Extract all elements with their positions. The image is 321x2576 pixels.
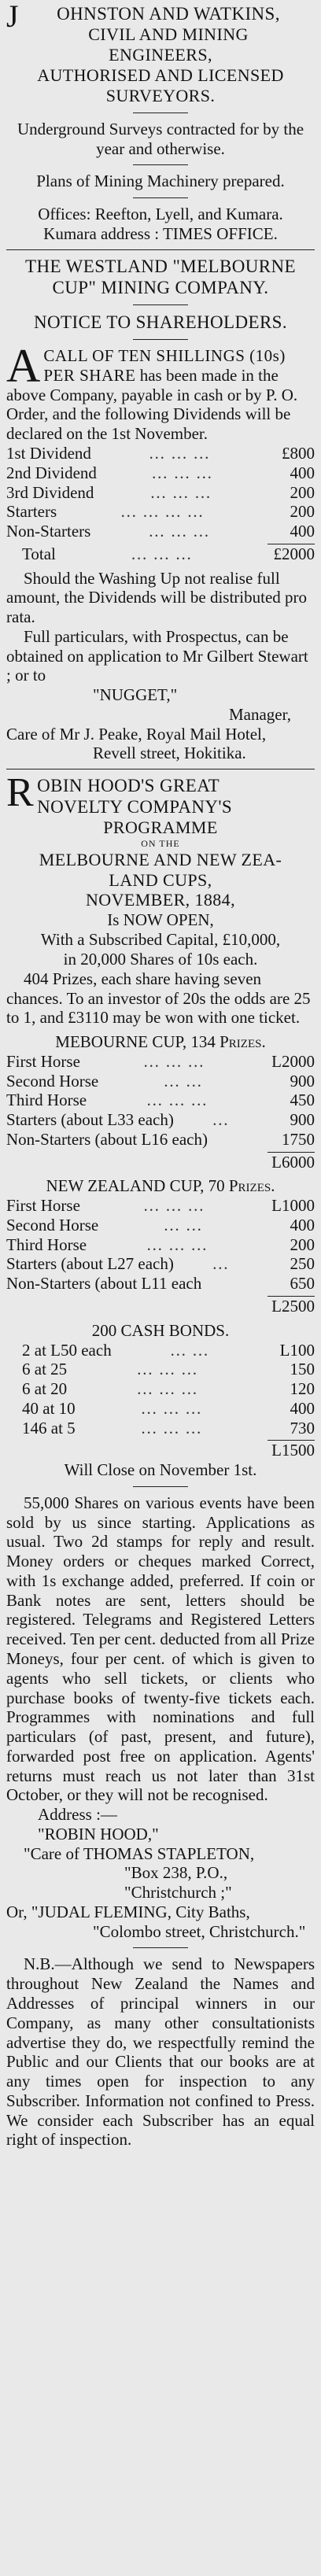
section-rule [6,249,315,250]
ad-text: Plans of Mining Machinery prepared. [36,172,285,191]
table-row [6,1216,315,1235]
row-label: First Horse [6,1196,80,1216]
row-leader: … … … [140,1398,203,1418]
row-value: 150 [290,1360,315,1379]
table-row [22,1399,315,1419]
row-value: 900 [290,1071,315,1091]
row-label: Starters (about L33 each) [6,1110,174,1130]
divider [133,1486,188,1487]
call-paragraph: ACALL OF TEN SHILLINGS (10s) PER SHARE has been made in the above Company, payable in cash or by P. O. Order, and the following Dividends will be declared on the 1st November. [6,340,298,444]
ad-text: N.B.—Although we send to Newspapers throughout New Zealand the Names and Addresses of principal winners in our Company, as many other consultationists advertise they do, we respectfully remind the Public and our Clients that our books are at any times open for inspection to any Subscriber. Information not confined to Press. We consider each Subscriber has an equal right of inspection. [6,1954,315,2150]
table-row [6,463,315,483]
ad-text: 55,000 Shares on various events have been sold by us since starting. Applications as usual. Two 2d stamps for reply and result. Money orders or cheques marked Correct, with 1s exchange added, preferred. If coin or Bank notes are sent, letters should be registered. Telegrams and Registered Letters received. Ten per cent. deducted from all Prize Moneys, four per cent. of which is given to agents who sell tickets, or clients who purchase books of twenty-five tickets each. Programmes with nominations and full particulars (of past, present, and future), forwarded post free on application. Agents' returns must reach us not later than 31st October, or they will not be recognised. [6,1493,315,1805]
capital-line: With a Subscribed Capital, £10,000, [40,930,281,950]
ad-subtitle: CIVIL AND MINING [88,24,249,45]
bonds-heading: 200 CASH BONDS. [91,1320,230,1340]
signature-address: Revell street, Hokitika. [93,744,246,763]
row-leader: … … … [148,522,210,541]
on-the: ON THE [141,838,180,850]
table-row [6,522,315,541]
ad-subtitle: AUTHORISED AND LICENSED [37,65,284,86]
row-label: Starters [6,502,57,522]
ad-title: NOVELTY COMPANY'S [37,797,233,817]
row-value: 400 [290,1398,315,1418]
melbourne-prize-table [6,1052,315,1150]
signature-name: "NUGGET," [93,685,178,705]
divider [133,339,188,340]
ad-title: PROGRAMME [103,817,218,838]
notice-heading: NOTICE TO SHAREHOLDERS. [33,312,288,333]
row-leader [208,1130,268,1150]
row-value: 400 [290,1215,315,1234]
bonds-table [6,1341,315,1438]
row-label: 40 at 10 [22,1398,76,1418]
row-leader: … … … [148,443,211,463]
row-value: 120 [290,1379,315,1399]
row-leader: … … … [142,1196,205,1216]
table-row [6,1130,315,1150]
row-value: 1750 [282,1129,315,1149]
table-row [6,483,315,503]
row-label: 146 at 5 [22,1418,76,1437]
now-open: Is NOW OPEN, [107,910,214,930]
ad-title: LAND CUPS, [109,869,212,890]
row-leader: … … … [149,482,212,502]
table-row [6,1254,315,1274]
address-line: "Box 238, P.O., [124,1863,228,1883]
row-value: 400 [290,522,315,541]
table-row [22,1360,315,1379]
row-label: 3rd Dividend [6,482,94,502]
westland-melbourne-cup-ad [6,256,315,763]
row-label: 6 at 20 [22,1379,68,1399]
ad-subtitle: ENGINEERS, [109,45,212,65]
table-row [22,1379,315,1399]
address-alt: "Colombo street, Christchurch." [93,1921,306,1941]
row-value: 200 [290,1234,315,1254]
melbourne-total: L6000 [271,1152,315,1172]
close-date: Will Close on November 1st. [64,1460,257,1480]
table-row [6,444,315,463]
address-line: "Care of THOMAS STAPLETON, [24,1843,255,1863]
melbourne-heading: MEBOURNE CUP, 134 Prizes. [55,1032,266,1052]
row-label: Non-Starters (about L16 each) [6,1129,208,1149]
divider [133,304,188,305]
row-label: Non-Starters [6,522,91,541]
row-label: Third Horse [6,1091,87,1110]
table-row [6,1274,315,1294]
robin-hood-ad [6,770,315,2150]
row-value: L2000 [271,1051,315,1071]
address-alt: Or, "JUDAL FLEMING, City Baths, [6,1902,250,1921]
address-name: "ROBIN HOOD," [38,1824,159,1843]
row-value: L1000 [271,1196,315,1216]
row-leader: … … … … [120,502,205,522]
row-value: L100 [279,1340,315,1360]
row-value: £800 [282,443,315,463]
ad-text: Kumara address : TIMES OFFICE. [43,224,278,243]
ad-title: MELBOURNE AND NEW ZEA- [39,849,282,869]
ad-text: Offices: Reefton, Lyell, and Kumara. [38,205,283,224]
signature-address: Care of Mr J. Peake, Royal Mail Hotel, [6,724,267,744]
row-leader: … … … [146,1234,208,1254]
ad-title: CUP" MINING COMPANY. [52,277,269,297]
row-label: Starters (about L27 each) [6,1254,174,1274]
row-value: 250 [290,1254,315,1274]
table-row [6,1072,315,1091]
row-leader: … … … [142,1051,205,1071]
row-value: 200 [290,502,315,522]
table-row [6,1235,315,1255]
ad-title: NOVEMBER, 1884, [86,890,235,910]
newspaper-column [6,0,315,2150]
row-label: 2 at L50 each [22,1340,112,1360]
dividend-table [6,444,315,541]
row-value: 200 [290,482,315,502]
row-leader: … … … [151,463,213,482]
johnston-watkins-ad [6,0,315,244]
row-label: Third Horse [6,1234,87,1254]
divider [133,197,188,198]
row-label: Second Horse [6,1215,99,1234]
ad-text: Full particulars, with Prospectus, can be obtained on application to Mr Gilbert Stewart ; or to [6,626,308,685]
row-leader: … … … [136,1360,198,1379]
ad-text: 404 Prizes, each share having seven chances. To an investor of 20s the odds are 25 to 1, and £3110 may be won with one ticket. [6,969,311,1028]
row-label: 6 at 25 [22,1360,68,1379]
row-leader [201,1274,268,1294]
row-leader: … … [163,1215,203,1234]
row-value: 450 [290,1091,315,1110]
table-row [6,1091,315,1110]
row-leader: … … [169,1340,209,1360]
table-row [6,1052,315,1072]
row-leader: … … [163,1071,203,1091]
row-leader: … [212,1110,230,1130]
bonds-total: L1500 [271,1441,315,1460]
table-row [22,1341,315,1360]
row-label: First Horse [6,1051,80,1071]
ad-subtitle: SURVEYORS. [105,85,216,105]
nz-total: L2500 [271,1296,315,1316]
row-label: Second Horse [6,1071,99,1091]
capital-line: in 20,000 Shares of 10s each. [63,949,258,969]
ad-text: Should the Washing Up not realise full amount, the Dividends will be distributed pro rata. [6,568,308,627]
address-label: Address :— [38,1805,117,1825]
divider [133,164,188,165]
ad-text: Underground Surveys contracted for by the year and otherwise. [17,119,304,158]
row-label: Non-Starters (about L11 each [6,1274,202,1294]
signature-title: Manager, [228,704,291,724]
row-label: 1st Dividend [6,443,91,463]
total-row: Total … … … £2000 [22,544,315,563]
ad-title: THE WESTLAND "MELBOURNE [25,256,296,276]
row-value: 650 [290,1274,315,1294]
nz-prize-table [6,1196,315,1294]
row-value: 900 [290,1110,315,1130]
row-leader: … … … [140,1418,203,1437]
row-value: 400 [290,463,315,482]
row-value: 730 [290,1418,315,1437]
table-row [6,502,315,522]
row-leader: … … … [146,1091,208,1110]
nz-heading: NEW ZEALAND CUP, 70 Prizes. [46,1176,275,1196]
row-label: 2nd Dividend [6,463,97,482]
row-leader: … [212,1254,230,1274]
table-row [6,1110,315,1130]
table-row [6,1196,315,1216]
table-row [22,1419,315,1438]
address-line: "Christchurch ;" [124,1883,232,1902]
row-leader: … … … [136,1379,198,1399]
ad-title: ROBIN HOOD'S GREAT [6,770,220,816]
ad-title: J OHNSTON AND WATKINS, [6,0,280,34]
divider [133,1947,188,1948]
